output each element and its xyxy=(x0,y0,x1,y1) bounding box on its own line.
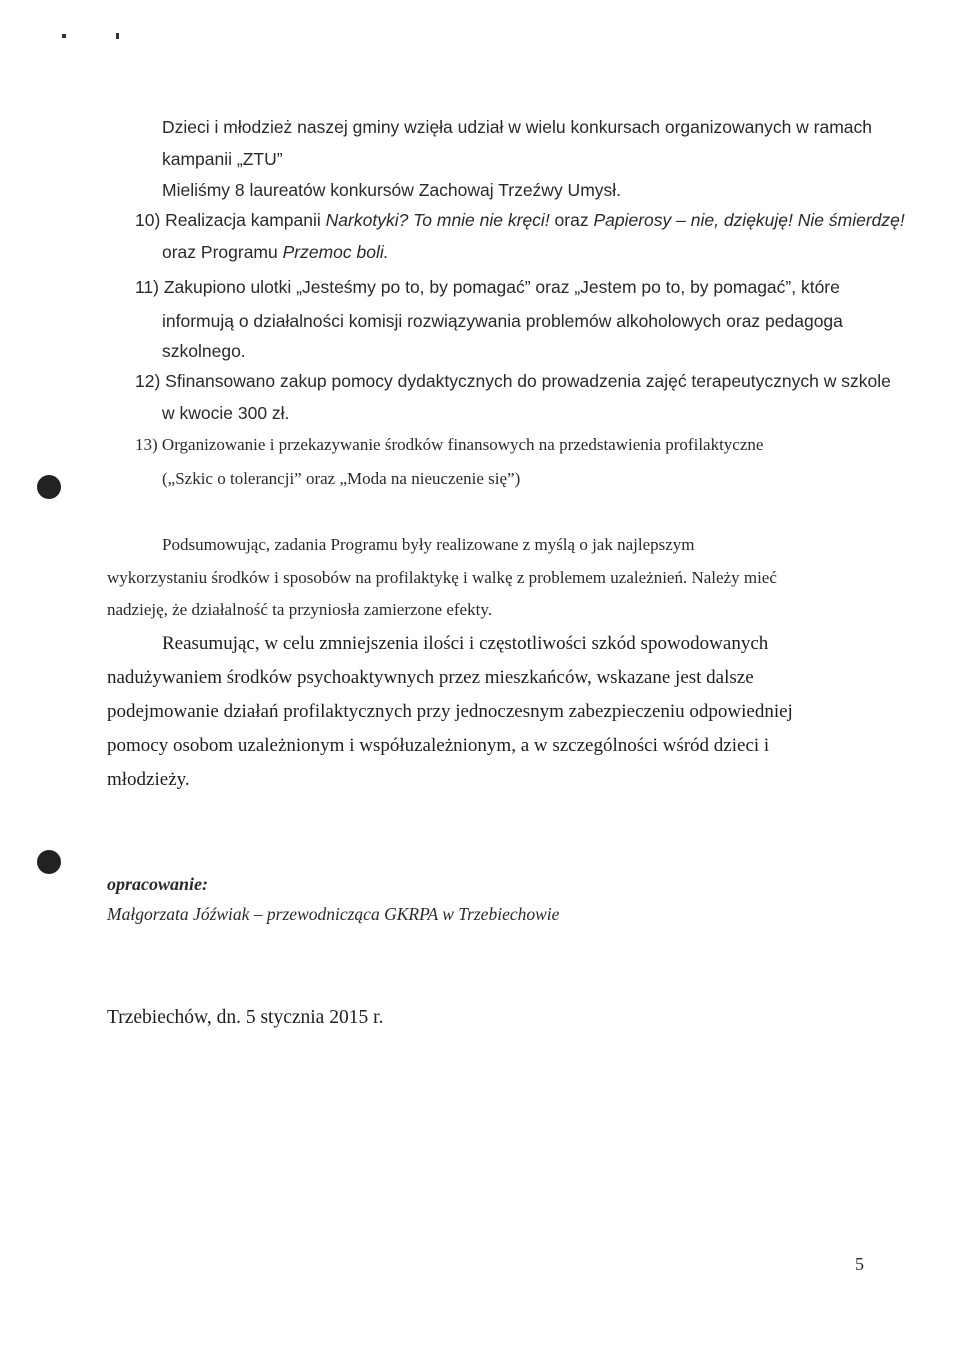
scan-speck xyxy=(62,34,66,38)
text-line: w kwocie 300 zł. xyxy=(162,403,290,423)
text-run: oraz xyxy=(549,210,594,230)
list-item-11: 11) Zakupiono ulotki „Jesteśmy po to, by pomagać” oraz „Jestem po to, by pomagać”, które xyxy=(135,277,840,297)
list-item-12: 12) Sfinansowano zakup pomocy dydaktycznych do prowadzenia zajęć terapeutycznych w szkole xyxy=(135,371,891,391)
text-line: informują o działalności komisji rozwiązywania problemów alkoholowych oraz pedagoga xyxy=(162,311,843,331)
text-line: Mieliśmy 8 laureatów konkursów Zachowaj Trzeźwy Umysł. xyxy=(162,180,622,200)
text-run: 10) Realizacja kampanii xyxy=(135,210,326,230)
signature-author: Małgorzata Jóźwiak – przewodnicząca GKRPA w Trzebiechowie xyxy=(107,904,560,924)
punch-hole-mark xyxy=(37,850,61,874)
paragraph-line: podejmowanie działań profilaktycznych przy jednoczesnym zabezpieczeniu odpowiedniej xyxy=(107,701,793,722)
date-line: Trzebiechów, dn. 5 stycznia 2015 r. xyxy=(107,1007,384,1028)
paragraph-line: wykorzystaniu środków i sposobów na profilaktykę i walkę z problemem uzależnień. Należy mieć xyxy=(107,568,777,587)
paragraph-line: nadużywaniem środków psychoaktywnych przez mieszkańców, wskazane jest dalsze xyxy=(107,667,754,688)
paragraph-line: nadzieję, że działalność ta przyniosła zamierzone efekty. xyxy=(107,600,492,619)
punch-hole-mark xyxy=(37,475,61,499)
text-line: („Szkic o tolerancji” oraz „Moda na nieuczenie się”) xyxy=(162,469,521,488)
page-number: 5 xyxy=(855,1254,864,1274)
signature-label: opracowanie: xyxy=(107,874,208,894)
paragraph-line: Reasumując, w celu zmniejszenia ilości i częstotliwości szkód spowodowanych xyxy=(162,633,769,654)
paragraph-line: pomocy osobom uzależnionym i współuzależnionym, a w szczególności wśród dzieci i xyxy=(107,735,770,756)
campaign-name: Narkotyki? To mnie nie kręci! xyxy=(325,210,550,230)
list-item-10 xyxy=(135,210,905,231)
text-line: kampanii „ZTU” xyxy=(162,149,283,169)
list-item-13: 13) Organizowanie i przekazywanie środków finansowych na przedstawienia profilaktyczne xyxy=(135,435,764,454)
text-run: oraz Programu xyxy=(162,242,283,262)
scan-speck xyxy=(116,33,119,39)
paragraph-line: młodzieży. xyxy=(107,769,190,790)
text-line: szkolnego. xyxy=(162,341,246,361)
program-name: Przemoc boli. xyxy=(282,242,389,262)
text-line xyxy=(162,242,389,263)
paragraph-line: Podsumowując, zadania Programu były realizowane z myślą o jak najlepszym xyxy=(162,535,695,554)
text-line: Dzieci i młodzież naszej gminy wzięła udział w wielu konkursach organizowanych w ramach xyxy=(162,117,873,137)
campaign-name: Papierosy – nie, dziękuję! Nie śmierdzę! xyxy=(593,210,905,230)
